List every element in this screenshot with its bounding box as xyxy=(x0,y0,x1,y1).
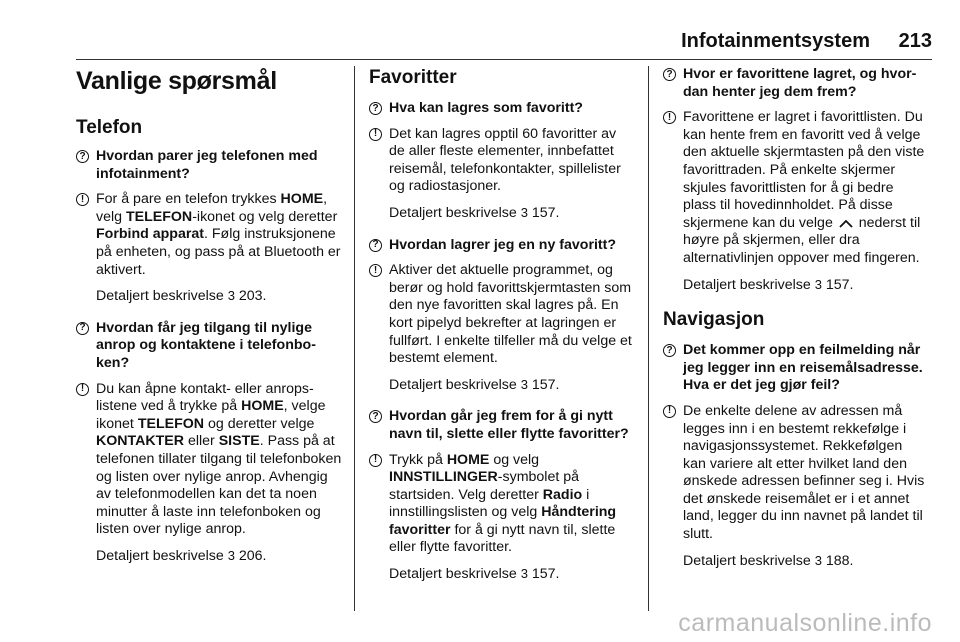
question xyxy=(76,148,342,183)
column-divider xyxy=(354,66,355,611)
arrow-ref-icon: 3 xyxy=(227,288,235,304)
page-header xyxy=(0,0,960,62)
answer xyxy=(369,126,635,196)
reference: Detaljert beskrivelse 3 157. xyxy=(389,566,560,583)
question-text: Hva kan lagres som favoritt? xyxy=(389,100,583,116)
exclamation-circle-icon: ! xyxy=(663,111,676,124)
answer xyxy=(369,452,635,558)
arrow-ref-icon: 3 xyxy=(227,547,235,563)
answer xyxy=(76,381,342,539)
question-circle-icon: ? xyxy=(663,68,676,81)
reference: Detaljert beskrivelse 3 188. xyxy=(683,552,854,569)
reference: Detaljert beskrivelse 3 203. xyxy=(96,288,267,305)
question xyxy=(663,342,929,395)
exclamation-circle-icon: ! xyxy=(369,454,382,467)
question-circle-icon: ? xyxy=(369,239,382,252)
question-text: Det kommer opp en feilmelding når jeg legger inn en reisemålsadresse. Hva er det jeg gjør feil? xyxy=(683,342,923,394)
question xyxy=(369,408,635,443)
question-text: Hvordan parer jeg telefonen med infotainment? xyxy=(96,148,318,182)
answer-text: For å pare en telefon trykkes HOME, velg TELEFON-ikonet og velg deretter Forbind apparat. Følg instruksjonene på enheten, og pass på at Bluetooth er aktivert. xyxy=(96,191,341,278)
answer xyxy=(76,191,342,279)
reference: Detaljert beskrivelse 3 206. xyxy=(96,547,267,564)
answer-text: Det kan lagres opptil 60 favoritter av de aller fleste elementer, innbefattet reisemål, telefonkontakter, spillelister og radiostasjoner. xyxy=(389,125,621,195)
arrow-ref-icon: 3 xyxy=(814,552,822,568)
section-heading-favoritter: Favoritter xyxy=(369,67,457,88)
question xyxy=(76,320,342,373)
answer-text: Du kan åpne kontakt- eller anropslistene ved å trykke på HOME, velge ikonet TELEFON og deretter velge KONTAKTER eller SISTE. Pass på at telefonen tillater tilgang til telefonboken og listen over nylige anrop. Avhengig av telefonmodellen kan det ta noen minutter å laste inn telefonboken og listen over nylige anrop. xyxy=(96,380,342,538)
column-2 xyxy=(369,66,635,598)
exclamation-circle-icon: ! xyxy=(663,405,676,418)
question xyxy=(369,100,635,118)
watermark: carmanualsonline.info xyxy=(678,609,932,637)
page-heading: Vanlige spørsmål xyxy=(76,67,277,95)
arrow-ref-icon: 3 xyxy=(814,276,822,292)
chevron-up-icon xyxy=(837,215,855,233)
question-circle-icon: ? xyxy=(369,102,382,115)
answer xyxy=(663,109,929,267)
question-text: Hvordan får jeg tilgang til nylige anrop og kontaktene i telefonboken? xyxy=(96,319,316,371)
exclamation-circle-icon: ! xyxy=(369,128,382,141)
header-rule xyxy=(76,59,932,60)
answer xyxy=(663,403,929,544)
section-heading-telefon: Telefon xyxy=(76,117,143,138)
arrow-ref-icon: 3 xyxy=(520,376,528,392)
question-text: Hvordan lagrer jeg en ny favoritt? xyxy=(389,236,617,253)
column-1 xyxy=(76,66,342,579)
exclamation-circle-icon: ! xyxy=(76,193,89,206)
section-heading-navigasjon: Navigasjon xyxy=(663,309,765,331)
column-3 xyxy=(663,66,929,584)
reference: Detaljert beskrivelse 3 157. xyxy=(389,204,560,221)
answer-text: Trykk på HOME og velg INNSTILLINGER-symbolet på startsiden. Velg deretter Radio i innstillingslisten og velg Håndtering favoritter for å gi nytt navn til, slette eller flytte favoritter. xyxy=(389,451,617,556)
question-circle-icon: ? xyxy=(76,322,89,335)
question-text: Hvordan går jeg frem for å gi nytt navn til, slette eller flytte favoritter? xyxy=(389,408,629,442)
column-divider xyxy=(648,66,649,611)
header-title: Infotainmentsystem xyxy=(681,30,870,52)
answer-text: Favorittene er lagret i favorittlisten. Du kan hente frem en favoritt ved å velge den aktuelle skjermtasten på den viste favorittraden. På enkelte skjermer skjules favorittlisten for å gi bedre plass til hovedinnholdet. På disse skjermene kan du velge nederst til høyre på skjermen, eller dra alternativlinjen oppover med fingeren. xyxy=(683,109,925,266)
answer-text: De enkelte delene av adressen må legges inn i en bestemt rekkefølge i navigasjonssystemet. Rekkefølgen kan variere alt etter hvilket land den ønskede adressen befinner seg i. Hvis det ønskede reisemålet er i et annet land, legger du inn navnet på landet til slutt. xyxy=(683,402,925,543)
question-circle-icon: ? xyxy=(76,150,89,163)
answer-text: Aktiver det aktuelle programmet, og berør og hold favorittskjermtasten som den nye favoritten skal lagres på. En kort pipelyd bekrefter at lagringen er fullført. I enkelte tilfeller må du velge et bestemt element. xyxy=(389,262,632,367)
question-circle-icon: ? xyxy=(369,410,382,423)
reference: Detaljert beskrivelse 3 157. xyxy=(683,276,854,293)
arrow-ref-icon: 3 xyxy=(520,204,528,220)
page-number: 213 xyxy=(898,30,932,52)
question xyxy=(369,237,635,255)
arrow-ref-icon: 3 xyxy=(520,566,528,582)
question-circle-icon: ? xyxy=(663,344,676,357)
question-text: Hvor er favorittene lagret, og hvordan henter jeg dem frem? xyxy=(683,66,917,100)
question xyxy=(663,66,929,101)
reference: Detaljert beskrivelse 3 157. xyxy=(389,376,560,393)
exclamation-circle-icon: ! xyxy=(369,264,382,277)
answer xyxy=(369,262,635,368)
exclamation-circle-icon: ! xyxy=(76,383,89,396)
